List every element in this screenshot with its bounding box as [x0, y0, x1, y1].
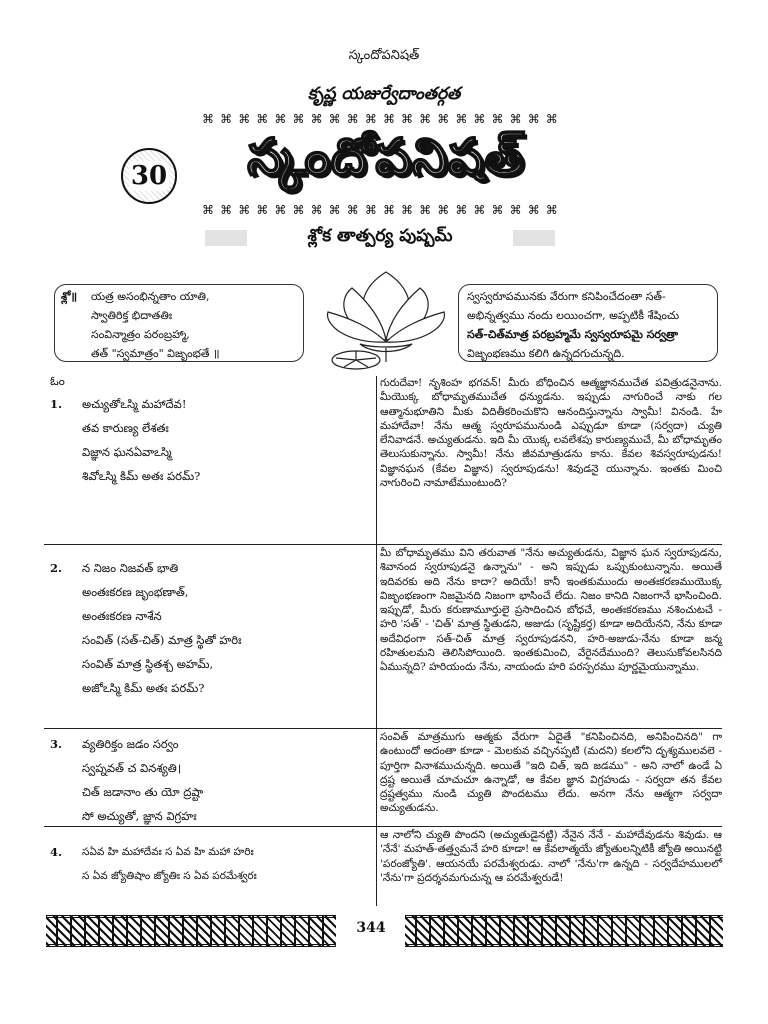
ornament-icon: ⌘ — [346, 112, 359, 126]
verse-line: అజోఽస్మి కిమ్ అతః పరమ్? — [82, 681, 205, 695]
ornament-icon: ⌘ — [527, 203, 540, 217]
ornament-row-bottom — [200, 203, 560, 217]
verse-number: 4. — [50, 845, 63, 859]
ornament-icon: ⌘ — [473, 112, 486, 126]
ornament-icon: ⌘ — [401, 112, 414, 126]
ornament-icon: ⌘ — [328, 112, 341, 126]
ornament-icon: ⌘ — [346, 203, 359, 217]
verse-line: శివోఽస్మి కిమ్ అతః పరమ్? — [82, 469, 201, 483]
chapter-number-badge — [121, 148, 177, 204]
sloka-line: స్వాతిరిక్త భిదాతతిః — [91, 309, 173, 322]
ornament-icon: ⌘ — [419, 203, 432, 217]
verse-2 — [50, 556, 372, 700]
ornament-icon: ⌘ — [202, 112, 214, 126]
verse-2-explanation: మీ బోధామృతము విని తరువాత "నేను అచ్యుతుడను, విజ్ఞాన ఘన స్వరూపుడను, శివానంద స్వరూపుడనై ఉన్నాను" - అని ఇప్పుడు ఒప్పుకుంటున్నాను. అయితే ఇదివరకు అది నేను కాదా? అదియే! కానీ ఇంతకుముందు అంతఃకరణముయొక్క విజృంభణంగా నిజమైనది నిజంగా భాసించే లేదు. నిజం కానిది నిజంగానే భాసించింది. ఇప్పుడో, మీరు కరుణామూర్తులై ప్రసాదించిన బోధచే, అంతఃకరణము నశించుటచే - హరి 'సత్' - 'చిత్' మాత్ర స్థితుడని, అజుడు (సృష్టికర్త) కూడా అదియేనని, నేను కూడా అదేవిధంగా సత్-చిత్ మాత్ర స్వరూపుడనని, హరి-అజుడు-నేను కూడా జన్మ రహితులమని తెలిసిపోయింది. ఇంతకుమించి, వేరైనదేముంది? తెలుసుకోవలసినది ఏమున్నది? హరియందు నేను, నాయందు హరి పరస్పరము పూర్ణమైయున్నాము. — [380, 547, 722, 674]
verse-line: అంతఃకరణ నాశేన — [82, 609, 162, 623]
subtitle: కృష్ణ యజుర్వేదాంతర్గత — [307, 84, 461, 104]
verse-line: సంవిత్ (సత్-చిత్) మాత్ర స్థితో హరిః — [82, 633, 242, 647]
ornament-icon: ⌘ — [256, 203, 269, 217]
verse-4-explanation: ఆ నాలోని చ్యుతి పొందని (అచ్యుతుడైనట్టి) నేనైన నేనే - మహాదేవుడను శివుడు. ఆ 'నేనే' మహత్-తత్త్వమనే హరి కూడా! ఆ కేవలాత్మయే జ్యోతులన్నిటికీ జ్యోతి అయినట్టి 'పరంజ్యోతి'. ఆయనయే పరమేశ్వరుడు. నాలో 'నేను'గా ఉన్నది - సర్వదేహములలో 'నేను'గా ప్రదర్శనమగుచున్న ఆ పరమేశ్వరుడే! — [380, 829, 722, 884]
ornament-row-top — [200, 112, 560, 126]
ornament-icon: ⌘ — [310, 112, 323, 126]
sloka-label: శ్లో॥ — [61, 290, 78, 303]
intro-sloka-box — [54, 284, 304, 362]
chapter-number: 30 — [130, 161, 168, 191]
section-title-bar-left — [205, 230, 247, 246]
ornament-icon: ⌘ — [437, 203, 450, 217]
ornament-icon: ⌘ — [491, 112, 504, 126]
verse-line: అచ్యుతోఽస్మి మహాదేవ! — [82, 397, 187, 411]
ornament-icon: ⌘ — [274, 203, 287, 217]
ornament-icon: ⌘ — [419, 112, 432, 126]
section-divider — [44, 544, 722, 545]
verse-line: సంవిత్ మాత్ర స్థితశ్చ అహమ్, — [82, 657, 214, 671]
verse-line: విజ్ఞాన ఘనఏవాఽస్మి — [82, 445, 172, 459]
footer-border-right — [405, 915, 723, 947]
ornament-icon: ⌘ — [509, 203, 522, 217]
footer-border-left — [46, 915, 336, 947]
ornament-icon: ⌘ — [274, 112, 287, 126]
verse-number: 1. — [50, 397, 63, 411]
verse-number: 2. — [50, 561, 63, 575]
ornament-icon: ⌘ — [382, 203, 395, 217]
verse-line: తవ కారుణ్య లేశతః — [82, 421, 169, 435]
ornament-icon: ⌘ — [310, 203, 323, 217]
ornament-icon: ⌘ — [382, 112, 395, 126]
ornament-icon: ⌘ — [527, 112, 540, 126]
ornament-icon: ⌘ — [220, 203, 233, 217]
section-divider — [44, 826, 722, 827]
meaning-line: విజృంభణము కలిగి ఉన్నదగుచున్నది. — [467, 347, 625, 360]
verse-line: స్వప్నవత్ చ వినశ్యతి। — [82, 761, 182, 775]
section-divider — [44, 728, 722, 729]
ornament-icon: ⌘ — [364, 112, 377, 126]
lotus-icon — [316, 262, 456, 377]
ornament-icon: ⌘ — [328, 203, 341, 217]
verse-4 — [50, 840, 380, 888]
verse-3-explanation: సంవిత్ మాత్రముగు ఆత్మకు వేరుగా ఏదైతే "కనిపించినది, అనిపించినది" గా ఉంటుందో అదంతా కూడా - మెలకువ వచ్చినప్పటి (మదని) కలలోని దృశ్యములవలె - పూర్తిగా వినాశముచున్నది. అయితే "ఇది చిత్, ఇది జడము" - అని నాలో ఉండే ఏ ద్రష్ట అయితే చూచుచూ ఉన్నాడో, ఆ కేవల జ్ఞాన విగ్రహుడు - సర్వదా తన కేవల ద్రష్టత్వము నుండి చ్యుతి పొందటము లేదు. అనగా నేను ఆత్మగా సర్వదా అచ్యుతుడను. — [380, 731, 722, 815]
verse-1-explanation: గురుదేవా! నృశింహ భగవన్! మీరు బోధించిన ఆత్మజ్ఞానముచేత పవిత్రుడనైనాను. మీయొక్క బోధామృతముచేత ధన్యుడను. ఇప్పుడు నాగురించే నాకు గల ఆత్మానుభూతిని మీకు విదితీకరించుకొని ఆనందిస్తున్నాను స్వామీ! వినండి. హే మహాదేవా! నేను ఆత్మ స్వరూపమునుండి ఎప్పుడూ కూడా (సర్వదా) చ్యుతి లేనివాడనే. అచ్యుతుడను. ఇది మీ యొక్క లవలేశపు కారుణ్యముచే, మీ బోధామృతం తెలుసుకున్నాను. స్వామీ! నేను జీవమాత్రుడను కాను. కేవల శివస్వరూపుడను! విజ్ఞానఘన (కేవల విజ్ఞాన) స్వరూపుడను! శివుడనై యున్నాను. ఇంతకు మించి నాగురించి నామాటేముంటుంది? — [380, 377, 722, 490]
verse-3 — [50, 732, 372, 828]
verse-1 — [50, 392, 372, 488]
intro-meaning-box — [458, 284, 718, 362]
ornament-icon: ⌘ — [509, 112, 522, 126]
ornament-icon: ⌘ — [401, 203, 414, 217]
section-title: శ్లోక తాత్పర్య పుష్పమ్ — [307, 226, 453, 246]
running-head: స్కందోపనిషత్ — [348, 48, 420, 63]
sloka-line: తత్ "స్వమాత్రం" విజృంభతే ॥ — [91, 347, 220, 360]
verse-line: చిత్ జడానాం తు యో ద్రష్టా — [82, 785, 204, 799]
ornament-icon: ⌘ — [256, 112, 269, 126]
ornament-icon: ⌘ — [202, 203, 214, 217]
ornament-icon: ⌘ — [238, 203, 251, 217]
ornament-icon: ⌘ — [473, 203, 486, 217]
meaning-line: స్వస్వరూపమునకు వేరుగా కనిపించేదంతా సత్- — [467, 290, 666, 303]
verse-line: అంతఃకరణ జృంభణాత్, — [82, 585, 189, 599]
verse-line: సో అచ్యుతో, జ్ఞాన విగ్రహః — [82, 809, 197, 823]
ornament-icon: ⌘ — [364, 203, 377, 217]
meaning-line: అభిన్నత్వము నందు లయించగా, అప్పటికీ శేషించు — [467, 309, 680, 322]
verse-line: స ఏవ జ్యోతిషాం జ్యోతిః స ఏవ పరమేశ్వరః — [82, 870, 257, 882]
ornament-icon: ⌘ — [292, 112, 305, 126]
ornament-icon: ⌘ — [545, 203, 558, 217]
page-title: స్కందోపనిషత్ — [247, 128, 525, 186]
meaning-line: సత్-చిత్‌మాత్ర పరబ్రహ్మమే స్వస్వరూపమై సర్వత్రా — [467, 328, 679, 341]
ornament-icon: ⌘ — [545, 112, 558, 126]
ornament-icon: ⌘ — [437, 112, 450, 126]
ornament-icon: ⌘ — [220, 112, 233, 126]
om-invocation: ఓం — [50, 374, 65, 388]
section-title-bar-right — [513, 230, 555, 246]
verse-line: వ్యతిరిక్తం జడం సర్వం — [82, 737, 179, 751]
page-number: 344 — [356, 920, 386, 936]
ornament-icon: ⌘ — [455, 203, 468, 217]
ornament-icon: ⌘ — [491, 203, 504, 217]
verse-number: 3. — [50, 737, 63, 751]
ornament-icon: ⌘ — [455, 112, 468, 126]
verse-line: న నిజం నిజవత్ భాతి — [82, 561, 179, 575]
verse-line: సఏవ హి మహాదేవః స ఏవ హి మహా హరిః — [82, 846, 254, 858]
sloka-line: యత్ర అసంభిన్నతాం యాతి, — [91, 290, 210, 303]
ornament-icon: ⌘ — [292, 203, 305, 217]
ornament-icon: ⌘ — [238, 112, 251, 126]
sloka-line: సంవిన్మాత్రం పరంబ్రహ్మా, — [91, 328, 190, 341]
